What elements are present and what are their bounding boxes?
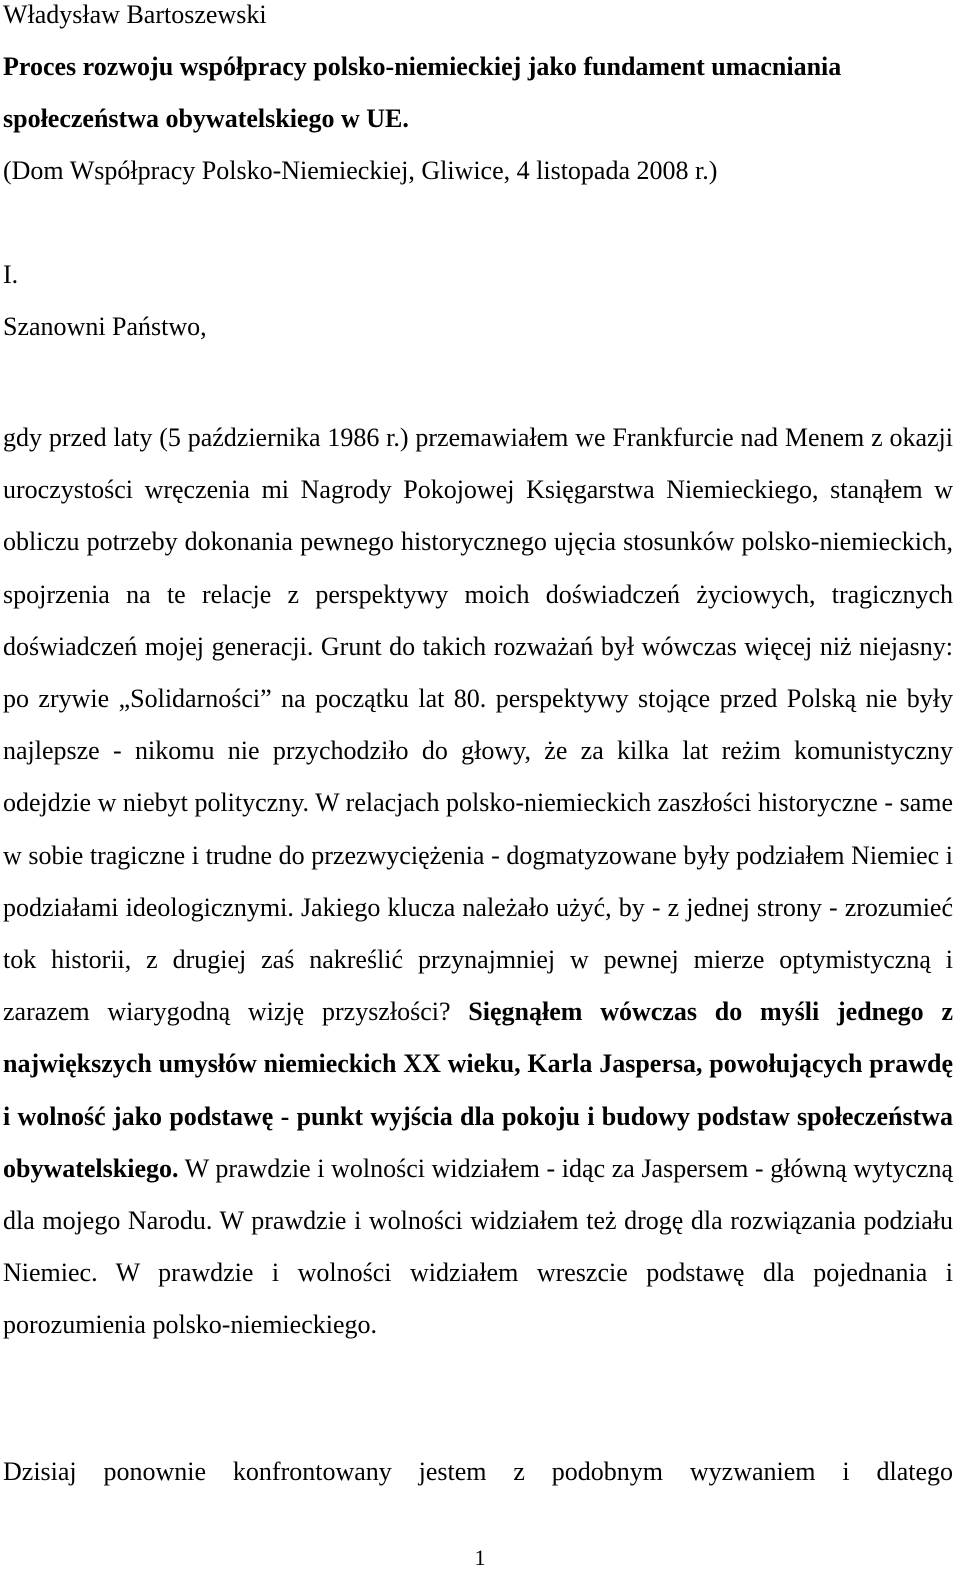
paragraph-1-intro: gdy przed laty (5 października 1986 r.) przemawiałem we Frankfurcie nad Menem z okazji uroczystości wręczenia mi Nagrody Pokojowej Księgarstwa Niemieckiego, stanąłem w obliczu potrzeby dokonania pewnego historycznego ujęcia stosunków polsko-niemieckich, spojrzenia na te relacje z perspektywy moich doświadczeń życiowych, tragicznych doświadczeń mojej generacji. Grunt do takich rozważań był wówczas więcej niż niejasny: po zrywie „Solidarności” na początku lat 80. perspektywy stojące przed Polską nie były najlepsze - nikomu nie przychodziło do głowy, że za kilka lat reżim komunistyczny odejdzie w niebyt polityczny. W relacjach polsko-niemieckich zaszłości historyczne - same w sobie tragiczne i trudne do przezwyciężenia - dogmatyzowane były podziałem Niemiec i podziałami ideologicznymi. Jakiego klucza należało użyć, by - z jednej strony - zrozumieć tok historii, z drugiej zaś nakreślić przynajmniej w pewnej mierze optymistyczną i zarazem wiarygodną wizję przyszłości? xyxy=(3,423,953,1027)
page-number: 1 xyxy=(474,1545,486,1570)
event-info: (Dom Współpracy Polsko-Niemieckiej, Gliwice, 4 listopada 2008 r.) xyxy=(3,156,718,185)
title-line-2: społeczeństwa obywatelskiego w UE. xyxy=(3,104,409,133)
paragraph-1-outro: W prawdzie i wolności widziałem - idąc za Jaspersem - główną wytyczną dla mojego Narodu. W prawdzie i wolności widziałem też drogę dla rozwiązania podziału Niemiec. W prawdzie i wolności widziałem wreszcie podstawę dla pojednania i porozumienia polsko-niemieckiego. xyxy=(3,1153,953,1340)
paragraph-1-bold-passage: Sięgnąłem wówczas do myśli jednego z największych umysłów niemieckich XX wieku, Karla Jaspersa, powołujących prawdę i wolność jako podstawę - punkt wyjścia dla pokoju i budowy podstaw społeczeństwa obywatelskiego. xyxy=(3,997,953,1183)
salutation: Szanowni Państwo, xyxy=(3,312,207,341)
paragraph-1 xyxy=(3,412,953,1352)
paragraph-2-start: Dzisiaj ponownie konfrontowany jestem z podobnym wyzwaniem i dlatego xyxy=(3,1457,953,1486)
author-name: Władysław Bartoszewski xyxy=(3,0,267,29)
title-line-1: Proces rozwoju współpracy polsko-niemieckiej jako fundament umacniania xyxy=(3,52,842,81)
section-number: I. xyxy=(3,260,19,289)
